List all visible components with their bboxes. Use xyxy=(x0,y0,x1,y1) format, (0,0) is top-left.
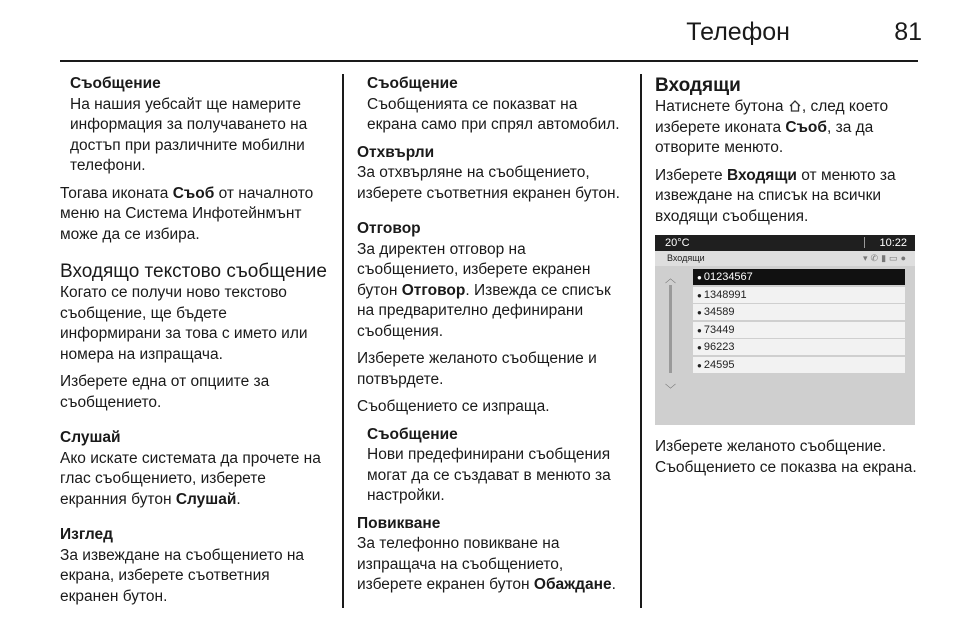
status-icons xyxy=(863,252,909,264)
message-row[interactable] xyxy=(693,339,905,355)
envelope-icon: ● xyxy=(697,308,702,317)
text-run: , след което изберете иконата xyxy=(655,98,889,136)
section-heading-inbox: Входящи xyxy=(655,75,741,96)
page-number: 81 xyxy=(894,18,922,46)
bold-term: Обаждане xyxy=(533,576,612,593)
subheading-call: Повикване xyxy=(357,514,441,532)
page-header-title: Телефон xyxy=(686,18,790,46)
text-run: За телефонно повикване на изпращача на съобщението, изберете екранен бутон xyxy=(357,535,564,593)
text-run: Ако искате системата да прочете на глас съобщението, изберете екранния бутон xyxy=(60,449,321,508)
status-divider xyxy=(864,237,865,248)
signal-icon: ▾ xyxy=(863,253,871,263)
paragraph-reply xyxy=(357,240,629,343)
battery-icon: ▭ xyxy=(889,253,901,263)
subheading-reply: Отговор xyxy=(357,220,421,237)
column-divider-1 xyxy=(342,74,344,608)
spacer xyxy=(357,211,629,219)
scroll-down-icon[interactable]: ﹀ xyxy=(665,384,676,396)
scroll-up-icon[interactable]: ︿ xyxy=(665,273,676,285)
section-heading-incoming: Входящо текстово съобщение xyxy=(60,261,327,282)
scrollbar[interactable] xyxy=(669,285,672,373)
envelope-icon: ● xyxy=(697,343,702,352)
text-run: За директен отговор на съобщението, изберете екранен бутон xyxy=(357,240,591,299)
bars-icon: ▮ xyxy=(881,253,890,263)
header-rule xyxy=(60,60,918,62)
subheading-listen: Слушай xyxy=(60,429,121,446)
paragraph-select-confirm: Изберете желаното съобщение и потвърдете. xyxy=(357,350,597,388)
text-run: от менюто за извеждане на списък на всички входящи съобщения. xyxy=(655,166,896,225)
bold-term: Съоб xyxy=(785,118,827,136)
clock-readout: 10:22 xyxy=(879,237,907,249)
message-sender: 1348991 xyxy=(703,288,747,301)
message-sender: 24595 xyxy=(703,358,735,371)
info-icon: ● xyxy=(900,253,909,263)
envelope-icon: ● xyxy=(697,273,702,282)
note-text: Нови предефинирани съобщения могат да се създават в менюто за настройки. xyxy=(367,446,611,504)
paragraph-choose-inbox xyxy=(655,166,925,228)
inbox-label: Входящи xyxy=(667,253,705,263)
message-row[interactable] xyxy=(693,357,905,373)
column-1 xyxy=(60,74,330,614)
infotainment-screenshot xyxy=(655,235,915,425)
note-block-1 xyxy=(60,74,330,177)
message-row[interactable] xyxy=(693,269,905,285)
screen-title-bar xyxy=(655,251,915,266)
text-run: . xyxy=(236,490,241,508)
message-list xyxy=(693,269,905,374)
text-run: . Извежда се списък на предварително дефинирани съобщения. xyxy=(357,281,611,340)
message-sender: 96223 xyxy=(703,341,735,353)
note-text: На нашия уебсайт ще намерите информация за получаването на достъп при различните мобилни телефони. xyxy=(70,95,308,174)
message-sender: 01234567 xyxy=(703,271,753,283)
paragraph-options: Изберете една от опциите за съобщението. xyxy=(60,373,270,411)
envelope-icon: ● xyxy=(697,290,702,300)
message-row[interactable] xyxy=(693,304,905,320)
bold-term: Съоб xyxy=(172,184,215,202)
column-divider-2 xyxy=(640,74,642,608)
envelope-icon: ● xyxy=(697,360,702,370)
subheading-reject: Отхвърли xyxy=(357,143,435,161)
spacer xyxy=(60,517,330,525)
text-run: Тогава иконата xyxy=(60,184,173,202)
paragraph-call xyxy=(357,534,629,596)
bold-term: Слушай xyxy=(175,490,237,508)
message-row[interactable] xyxy=(693,287,905,303)
paragraph-press-home xyxy=(655,97,925,159)
text-run: от началното меню на Система Инфотейнмънт може да се избира. xyxy=(60,184,314,243)
note-block-1 xyxy=(357,74,629,136)
note-block-2 xyxy=(357,425,629,507)
text-run: Натиснете бутона xyxy=(655,98,788,115)
subheading-view: Изглед xyxy=(60,526,114,543)
note-text: Съобщенията се показват на екрана само при спрял автомобил. xyxy=(367,95,620,133)
bold-term: Отговор xyxy=(401,281,466,299)
column-2 xyxy=(357,74,629,603)
paragraph-icon-available xyxy=(60,184,330,246)
message-row[interactable] xyxy=(693,322,905,338)
spacer xyxy=(60,252,330,260)
paragraph-select-message: Изберете желаното съобщение. Съобщението се показва на екрана. xyxy=(655,438,917,476)
note-heading: Съобщение xyxy=(367,75,458,92)
message-sender: 73449 xyxy=(703,323,735,336)
paragraph-incoming: Когато се получи ново текстово съобщение, ще бъдете информирани за това с името или номера на изпращача. xyxy=(60,284,308,363)
screen-status-bar xyxy=(655,235,915,251)
paragraph-sent: Съобщението се изпраща. xyxy=(357,398,550,415)
phone-icon: ✆ xyxy=(870,253,882,263)
note-heading: Съобщение xyxy=(70,75,161,92)
envelope-icon: ● xyxy=(697,325,702,335)
text-run: , за да отворите менюто. xyxy=(655,118,874,156)
spacer xyxy=(60,420,330,428)
paragraph-listen xyxy=(60,449,330,511)
temperature-readout: 20°C xyxy=(665,237,690,249)
message-sender: 34589 xyxy=(703,306,735,318)
note-heading: Съобщение xyxy=(367,425,458,443)
column-3 xyxy=(655,74,925,485)
text-run: . xyxy=(611,576,616,593)
paragraph-reject: За отхвърляне на съобщението, изберете съответния екранен бутон. xyxy=(357,164,620,202)
text-run: Изберете xyxy=(655,166,727,184)
home-icon xyxy=(788,98,802,115)
paragraph-view: За извеждане на съобщението на екрана, изберете съответния екранен бутон. xyxy=(60,546,305,605)
bold-term: Входящи xyxy=(726,166,797,184)
